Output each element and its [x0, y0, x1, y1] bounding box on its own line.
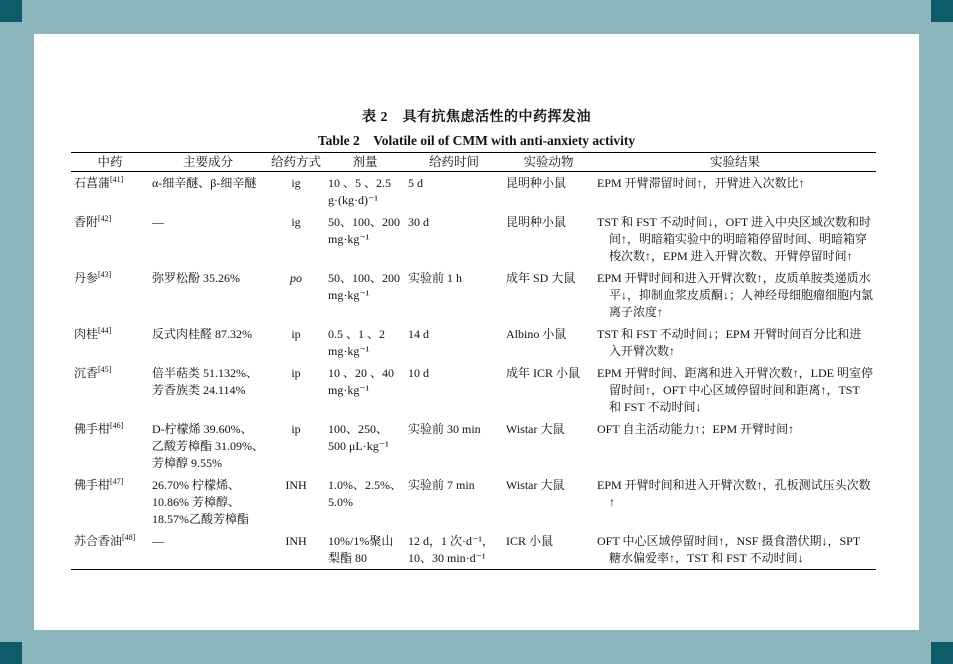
- header-result: 实验结果: [594, 153, 876, 172]
- table-row: [71, 323, 876, 362]
- cell-time: 14 d: [408, 327, 429, 341]
- reference-mark: [43]: [98, 270, 112, 279]
- header-route: 给药方式: [267, 153, 325, 172]
- reference-mark: [42]: [98, 214, 112, 223]
- cell-dose: 50、100、200 mg·kg⁻¹: [328, 271, 401, 302]
- cell-result: OFT 中心区域停留时间↑，NSF 摄食潜伏期↓，SPT 糖水偏爱率↑，TST 和 FST 不动时间↓: [594, 530, 876, 570]
- cell-animal: Wistar 大鼠: [506, 478, 565, 492]
- cell-component: —: [152, 215, 164, 229]
- cell-dose: 10 、20 、40 mg·kg⁻¹: [328, 366, 395, 397]
- herb-name: 石菖蒲: [74, 176, 111, 190]
- cell-result: EPM 开臂滞留时间↑，开臂进入次数比↑: [597, 176, 805, 190]
- cell-time: 10 d: [408, 366, 429, 380]
- herb-name: 苏合香油: [74, 534, 123, 548]
- cell-time: 30 d: [408, 215, 429, 229]
- reference-mark: [45]: [98, 365, 112, 374]
- cell-route: ig: [291, 215, 301, 229]
- header-component: 主要成分: [149, 153, 267, 172]
- table-row: [71, 362, 876, 418]
- herb-name: 香附: [74, 215, 99, 229]
- cell-result: EPM 开臂时间和进入开臂次数↑，皮质单胺类递质水平↓，抑制血浆皮质酮↓；人神经母细胞瘤细胞内氯离子浓度↑: [597, 271, 874, 319]
- cell-component: —: [149, 530, 267, 570]
- cell-herb: [71, 474, 149, 530]
- frame-corner-bottom-left: [0, 642, 22, 664]
- cell-herb: [71, 418, 149, 474]
- cell-component: 反式肉桂醛 87.32%: [152, 327, 252, 341]
- reference-mark: [46]: [110, 421, 124, 430]
- reference-mark: [41]: [110, 175, 124, 184]
- cell-time: 5 d: [408, 176, 423, 190]
- cell-animal: 成年 SD 大鼠: [506, 271, 576, 285]
- table-row: [71, 211, 876, 267]
- frame-corner-top-right: [931, 0, 953, 22]
- header-time: 给药时间: [405, 153, 503, 172]
- table-header-row: [71, 153, 876, 172]
- cell-herb: [71, 323, 149, 362]
- cell-route: ig: [291, 176, 301, 190]
- table-row: [71, 418, 876, 474]
- cell-dose: 100、250、500 μL·kg⁻¹: [328, 422, 389, 453]
- table-title-cn: 表 2 具有抗焦虑活性的中药挥发油: [362, 110, 591, 125]
- reference-mark: [44]: [98, 326, 112, 335]
- cell-animal: 昆明种小鼠: [506, 215, 567, 229]
- table-row: [71, 267, 876, 323]
- cell-route: INH: [267, 530, 325, 570]
- cell-herb: [71, 267, 149, 323]
- reference-mark: [48]: [122, 533, 136, 542]
- cell-animal: Albino 小鼠: [506, 327, 567, 341]
- cell-dose: 50、100、200 mg·kg⁻¹: [328, 215, 401, 246]
- cell-dose: 1.0%、2.5%、5.0%: [328, 478, 402, 509]
- cell-herb: [71, 362, 149, 418]
- cell-animal: 昆明种小鼠: [506, 176, 567, 190]
- table-row: [71, 530, 876, 570]
- volatile-oil-table: [71, 152, 876, 570]
- cell-route: ip: [291, 422, 301, 436]
- cell-route: ip: [291, 327, 301, 341]
- document-sheet: [34, 34, 919, 630]
- cell-result: TST 和 FST 不动时间↓；EPM 开臂时间百分比和进入开臂次数↑: [597, 327, 862, 358]
- cell-result: EPM 开臂时间和进入开臂次数↑，孔板测试压头次数↑: [597, 478, 871, 509]
- header-animal: 实验动物: [503, 153, 594, 172]
- cell-component: α-细辛醚、β-细辛醚: [152, 176, 257, 190]
- cell-result: TST 和 FST 不动时间↓，OFT 进入中央区域次数和时间↑，明暗箱实验中的明暗箱停留时间、明暗箱穿梭次数↑，EPM 进入开臂次数、开臂停留时间↑: [597, 215, 872, 263]
- cell-dose: 10 、5 、2.5 g·(kg·d)⁻¹: [328, 176, 392, 207]
- herb-name: 肉桂: [74, 327, 99, 341]
- cell-route: INH: [285, 478, 307, 492]
- table-body: [71, 172, 876, 570]
- cell-time: 实验前 30 min: [408, 422, 481, 436]
- frame-corner-bottom-right: [931, 642, 953, 664]
- cell-dose: 0.5 、1 、2 mg·kg⁻¹: [328, 327, 386, 358]
- cell-herb: [71, 211, 149, 267]
- header-dose: 剂量: [325, 153, 405, 172]
- herb-name: 丹参: [74, 271, 99, 285]
- cell-component: 倍半萜类 51.132%、芳香族类 24.114%: [152, 366, 258, 397]
- cell-time: 实验前 1 h: [408, 271, 463, 285]
- herb-name: 沉香: [74, 366, 99, 380]
- cell-animal: 成年 ICR 小鼠: [506, 366, 581, 380]
- cell-component: D-柠檬烯 39.60%、乙酸芳樟酯 31.09%、芳樟醇 9.55%: [152, 422, 264, 470]
- cell-dose: 10%/1%聚山梨酯 80: [325, 530, 405, 570]
- cell-animal: Wistar 大鼠: [506, 422, 565, 436]
- cell-route: ip: [291, 366, 301, 380]
- table-row: [71, 474, 876, 530]
- cell-result: OFT 自主活动能力↑；EPM 开臂时间↑: [597, 422, 795, 436]
- reference-mark: [47]: [110, 477, 124, 486]
- table-row: [71, 172, 876, 212]
- header-herb: 中药: [71, 153, 149, 172]
- cell-route: po: [290, 271, 302, 285]
- frame-corner-top-left: [0, 0, 22, 22]
- cell-animal: ICR 小鼠: [503, 530, 594, 570]
- cell-component: 26.70% 柠檬烯、10.86% 芳樟醇、18.57%乙酸芳樟酯: [152, 478, 249, 526]
- cell-time: 12 d，1 次·d⁻¹，10、30 min·d⁻¹: [405, 530, 503, 570]
- table-title-en: Table 2 Volatile oil of CMM with anti-anxiety activity: [317, 133, 636, 148]
- herb-name: 佛手柑: [74, 478, 111, 492]
- cell-herb: [71, 172, 149, 212]
- herb-name: 佛手柑: [74, 422, 111, 436]
- cell-time: 实验前 7 min: [408, 478, 475, 492]
- cell-herb: [71, 530, 149, 570]
- cell-component: 弥罗松酚 35.26%: [152, 271, 240, 285]
- cell-result: EPM 开臂时间、距离和进入开臂次数↑，LDE 明室停留时间↑，OFT 中心区域停留时间和距离↑，TST 和 FST 不动时间↓: [597, 366, 874, 414]
